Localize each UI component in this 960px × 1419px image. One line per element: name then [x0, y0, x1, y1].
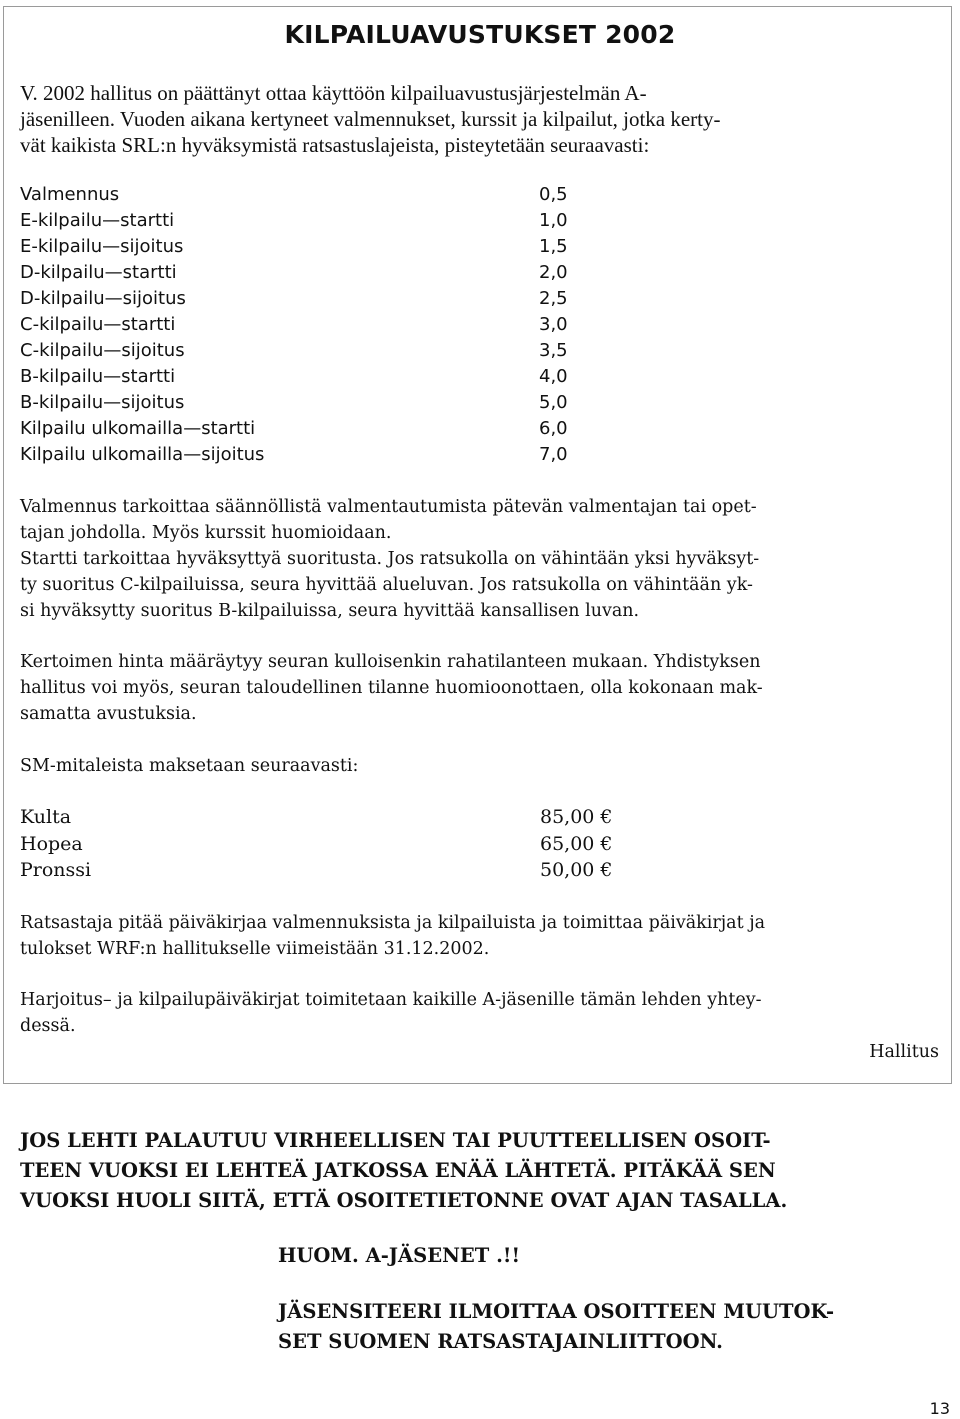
score-value: 3,0	[539, 314, 568, 335]
paragraph-line: tajan johdolla. Myös kurssit huomioidaan.	[20, 523, 392, 543]
score-label: B-kilpailu—sijoitus	[20, 392, 185, 413]
score-row	[20, 364, 580, 390]
score-label: Kilpailu ulkomailla—startti	[20, 418, 256, 439]
price-paragraph	[20, 649, 940, 727]
score-row	[20, 312, 580, 338]
intro-line: V. 2002 hallitus on päättänyt ottaa käyttöön kilpailuavustusjärjestelmän A-	[20, 81, 647, 105]
score-value: 6,0	[539, 418, 568, 439]
score-label: Kilpailu ulkomailla—sijoitus	[20, 444, 265, 465]
score-row	[20, 208, 580, 234]
medal-name: Kulta	[20, 806, 72, 828]
score-label: C-kilpailu—sijoitus	[20, 340, 185, 361]
paragraph-line: Valmennus tarkoittaa säännöllistä valmentautumista pätevän valmentajan tai opet-	[20, 497, 757, 517]
paragraph-line: Startti tarkoittaa hyväksyttyä suoritusta. Jos ratsukolla on vähintään yksi hyväksyt-	[20, 549, 760, 569]
diary-paragraph	[20, 910, 940, 962]
paragraph-line: dessä.	[20, 1016, 76, 1036]
score-label: C-kilpailu—startti	[20, 314, 176, 335]
intro-paragraph	[20, 80, 940, 158]
medal-row	[20, 804, 640, 831]
paragraph-line: Ratsastaja pitää päiväkirjaa valmennuksista ja kilpailuista ja toimittaa päiväkirjat ja	[20, 913, 766, 933]
score-value: 1,5	[539, 236, 568, 257]
score-value: 7,0	[539, 444, 568, 465]
medal-name: Pronssi	[20, 859, 92, 881]
score-table	[20, 182, 580, 468]
score-label: E-kilpailu—sijoitus	[20, 236, 184, 257]
intro-line: jäsenilleen. Vuoden aikana kertyneet valmennukset, kurssit ja kilpailut, jotka kerty-	[20, 107, 721, 131]
score-row	[20, 182, 580, 208]
score-label: E-kilpailu—startti	[20, 210, 175, 231]
score-row	[20, 234, 580, 260]
score-value: 3,5	[539, 340, 568, 361]
notice-line: VUOKSI HUOLI SIITÄ, ETTÄ OSOITETIETONNE OVAT AJAN TASALLA.	[20, 1189, 788, 1212]
score-label: Valmennus	[20, 184, 120, 205]
notice-line: JOS LEHTI PALAUTUU VIRHEELLISEN TAI PUUTTEELLISEN OSOIT-	[20, 1129, 771, 1152]
medal-table	[20, 804, 640, 884]
definitions-paragraph	[20, 494, 940, 624]
medal-row	[20, 831, 640, 858]
paragraph-line: ty suoritus C-kilpailuissa, seura hyvittää alueluvan. Jos ratsukolla on vähintään yk-	[20, 575, 753, 595]
score-value: 2,5	[539, 288, 568, 309]
page-number: 13	[929, 1399, 950, 1418]
address-notice	[20, 1126, 950, 1216]
signature: Hallitus	[869, 1042, 939, 1062]
score-row	[20, 260, 580, 286]
score-row	[20, 390, 580, 416]
paragraph-line: samatta avustuksia.	[20, 704, 197, 724]
medal-name: Hopea	[20, 832, 83, 855]
score-label: D-kilpailu—sijoitus	[20, 288, 186, 309]
score-row	[20, 416, 580, 442]
medal-amount: 65,00 €	[540, 832, 613, 855]
score-row	[20, 442, 580, 468]
paragraph-line: Kertoimen hinta määräytyy seuran kulloisenkin rahatilanteen mukaan. Yhdistyksen	[20, 652, 761, 672]
score-value: 2,0	[539, 262, 568, 283]
score-value: 5,0	[539, 392, 568, 413]
score-label: B-kilpailu—startti	[20, 366, 176, 387]
paragraph-line: hallitus voi myös, seuran taloudellinen tilanne huomioonottaen, olla kokonaan mak-	[20, 678, 763, 698]
intro-line: vät kaikista SRL:n hyväksymistä ratsastuslajeista, pisteytetään seuraavasti:	[20, 133, 650, 157]
medal-amount: 85,00 €	[540, 806, 613, 828]
score-label: D-kilpailu—startti	[20, 262, 177, 283]
address-change-notice	[278, 1297, 948, 1357]
notice-line: JÄSENSITEERI ILMOITTAA OSOITTEEN MUUTOK-	[278, 1300, 835, 1323]
medal-amount: 50,00 €	[540, 859, 613, 881]
medal-row	[20, 857, 640, 884]
paragraph-line: Harjoitus– ja kilpailupäiväkirjat toimitetaan kaikille A-jäsenille tämän lehden yhtey-	[20, 990, 762, 1010]
score-row	[20, 338, 580, 364]
huom-heading: HUOM. A-JÄSENET .!!	[278, 1244, 520, 1267]
article-title: KILPAILUAVUSTUKSET 2002	[284, 20, 676, 49]
paragraph-line: tulokset WRF:n hallitukselle viimeistään 31.12.2002.	[20, 939, 490, 959]
score-value: 1,0	[539, 210, 568, 231]
notice-line: TEEN VUOKSI EI LEHTEÄ JATKOSSA ENÄÄ LÄHTETÄ. PITÄKÄÄ SEN	[20, 1159, 776, 1182]
score-value: 4,0	[539, 366, 568, 387]
medals-heading: SM-mitaleista maksetaan seuraavasti:	[20, 756, 359, 776]
score-row	[20, 286, 580, 312]
notice-line: SET SUOMEN RATSASTAJAINLIITTOON.	[278, 1330, 723, 1353]
delivery-paragraph	[20, 987, 940, 1039]
paragraph-line: si hyväksytty suoritus B-kilpailuissa, seura hyvittää kansallisen luvan.	[20, 601, 640, 621]
score-value: 0,5	[539, 184, 568, 205]
